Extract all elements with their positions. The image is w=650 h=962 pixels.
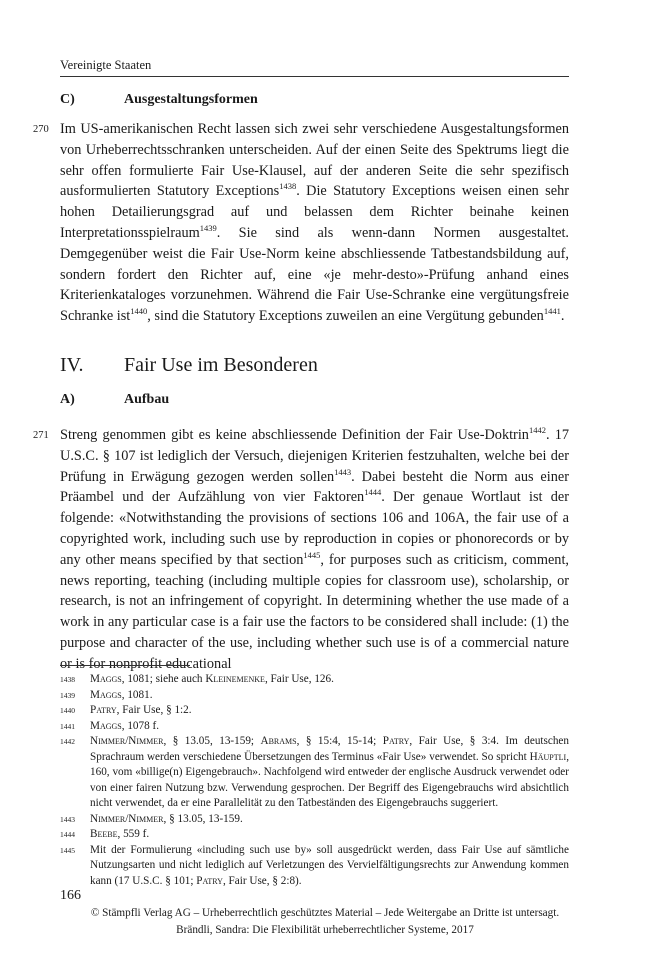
footnote-text: , § 15:4, 15-14;	[296, 735, 383, 747]
footnote-number: 1444	[60, 830, 75, 839]
heading-number: IV.	[60, 354, 84, 376]
footnote-ref[interactable]: 1440	[130, 306, 148, 317]
paragraph-text: .	[560, 308, 565, 325]
paragraph-text: , sind die Statutory Exceptions zuweilen an eine Vergütung gebunden	[147, 308, 544, 325]
paragraph-text: . Dabei besteht die Norm aus einer Präambel und der Aufzählung von vier Faktoren	[60, 468, 569, 506]
author-name: Maggs	[90, 688, 122, 701]
footnote-number: 1445	[60, 845, 75, 855]
footnote-text: , Fair Use, § 1:2.	[116, 704, 192, 716]
heading-title: Aufbau	[124, 392, 170, 407]
footnote-text: , § 13.05, 13-159.	[163, 812, 243, 825]
heading-title: Ausgestaltungsformen	[124, 92, 258, 107]
footnote-text: , Fair Use, 126.	[264, 673, 334, 685]
footnote-text: Mit der Formulierung «including such use by» soll ausgedrückt werden, dass Fair Use auf sämtliche Nutzungsarten und nicht lediglich auf Verletzungen des Vervielfältigungsrechts zur Anwendung kommen kann (17 U.S.C. § 101;	[90, 843, 569, 887]
footnote-text: , 1081; siehe auch	[121, 673, 206, 685]
running-head: Vereinigte Staaten	[60, 58, 152, 72]
footnote-text: , 1081.	[121, 688, 153, 701]
footnote-1443	[60, 812, 569, 828]
footnote-number: 1442	[60, 737, 75, 746]
footnote-list	[60, 672, 569, 889]
author-name: Patry	[382, 735, 410, 747]
footnote-ref[interactable]: 1445	[303, 549, 321, 560]
footnote-number: 1441	[60, 721, 75, 731]
margin-number-271: 271	[33, 430, 49, 441]
footnote-separator	[60, 665, 190, 666]
footnote-1440	[60, 703, 569, 719]
author-name: Häuptli	[529, 750, 567, 763]
footnote-ref[interactable]: 1438	[279, 181, 297, 192]
footnote-1438	[60, 672, 569, 688]
author-name: Patry	[196, 874, 223, 887]
citation-line: Brändli, Sandra: Die Flexibilität urheberrechtlicher Systeme, 2017	[176, 924, 474, 936]
footnote-ref[interactable]: 1442	[528, 425, 546, 435]
footnote-text: , 160, vom «billige(n) Eigengebrauch». Nachfolgend wird entweder der englische Ausdruck verwendet oder von einer fairen Nutzung bzw. Verwendung gesprochen. Der Begriff des Eigengebrauchs wird absichtlich nicht verwendet, da er eine Parallelität zu den Tatbeständen des Eigengebrauchs suggeriert.	[90, 750, 569, 809]
heading-title: Fair Use im Besonderen	[124, 354, 318, 376]
paragraph-text: Im US-amerikanischen Recht lassen sich zwei sehr verschiedene Ausgestaltungsformen von Urheberrechtsschranken unterscheiden. Auf der einen Seite des Spektrums liegt die sehr offen formulierte Fair Use-Klausel, auf der anderen Seite die sehr spezifisch ausformulierten Statutory Exceptions	[60, 121, 569, 200]
footnote-number: 1440	[60, 706, 75, 715]
footnote-number: 1439	[60, 690, 75, 700]
footnote-text: , 1078 f.	[121, 719, 160, 732]
author-name: Abrams	[260, 735, 297, 747]
author-name: Beebe	[90, 828, 118, 840]
heading-section-c	[60, 92, 258, 108]
heading-section-iv	[60, 354, 318, 377]
author-name: Maggs	[90, 673, 122, 685]
author-name: Nimmer/Nimmer	[90, 812, 164, 825]
copyright-notice: © Stämpfli Verlag AG – Urheberrechtlich geschütztes Material – Jede Weitergabe an Dritte ist untersagt.	[90, 907, 560, 919]
footnote-ref[interactable]: 1443	[334, 466, 352, 477]
author-name: Maggs	[90, 719, 122, 732]
footnote-1445	[60, 843, 569, 890]
footnote-ref[interactable]: 1444	[364, 487, 382, 498]
page-number: 166	[60, 888, 81, 903]
footnote-1439	[60, 688, 569, 704]
author-name: Nimmer/Nimmer	[90, 735, 164, 747]
heading-section-a	[60, 392, 169, 408]
margin-number-270: 270	[33, 124, 49, 135]
footnote-text: , 559 f.	[117, 828, 150, 840]
footnote-ref[interactable]: 1439	[199, 222, 217, 233]
footnote-text: , § 13.05, 13-159;	[163, 735, 261, 747]
footnote-1441	[60, 719, 569, 735]
heading-number: A)	[60, 392, 75, 407]
footnote-1442	[60, 734, 569, 812]
paragraph-text: . Sie sind als wenn-dann Normen ausgestaltet. Demgegenüber weist die Fair Use-Norm keine abschliessende Tatbestandsbildung auf, sondern fordert den Richter auf, eine «je mehr-desto»-Prüfung anhand eines Kriterienkataloges vorzunehmen. Während die Fair Use-Schranke eine vergütungsfreie Schranke ist	[60, 224, 569, 325]
footnote-text: , Fair Use, § 2:8).	[222, 874, 302, 887]
author-name: Patry	[90, 704, 117, 716]
author-name: Kleinemenke	[205, 673, 265, 685]
paragraph-270	[60, 119, 569, 327]
paragraph-text: Streng genommen gibt es keine abschliessende Definition der Fair Use-Doktrin	[60, 427, 529, 443]
paragraph-text: , for purposes such as criticism, comment, news reporting, teaching (including multiple copies for classroom use), scholarship, or research, is not an infringement of copyright. In determining whether the use made of a work in any particular case is a fair use the factors to be considered shall include: (1) the purpose and character of the use, including whether such use is of a commercial nature or is for nonprofit educational	[60, 551, 569, 672]
heading-number: C)	[60, 92, 75, 107]
paragraph-text: . Der genaue Wortlaut ist der folgende: «Notwithstanding the provisions of sections 106 and 106A, the fair use of a copyrighted work, including such use by reproduction in copies or phonorecords or by any other means specified by that section	[60, 489, 569, 568]
footnote-ref[interactable]: 1441	[543, 306, 561, 317]
paragraph-271	[60, 425, 569, 675]
footnote-number: 1438	[60, 675, 75, 684]
header-rule	[60, 76, 569, 77]
paragraph-text: . Die Statutory Exceptions weisen einen sehr hohen Detailierungsgrad auf und belassen dem Richter beinahe keinen Interpretationsspielraum	[60, 183, 569, 241]
footnote-text: , Fair Use, § 3:4. Im deutschen Sprachraum werden verschiedene Übersetzungen des Terminus «Fair Use» verwendet. So spricht	[90, 735, 569, 763]
footnote-1444	[60, 827, 569, 843]
footnote-number: 1443	[60, 814, 75, 824]
paragraph-text: . 17 U.S.C. § 107 ist lediglich der Versuch, diejenigen Kriterien festzuhalten, welche bei der Prüfung in Erwägung gezogen werden sollen	[60, 427, 569, 485]
